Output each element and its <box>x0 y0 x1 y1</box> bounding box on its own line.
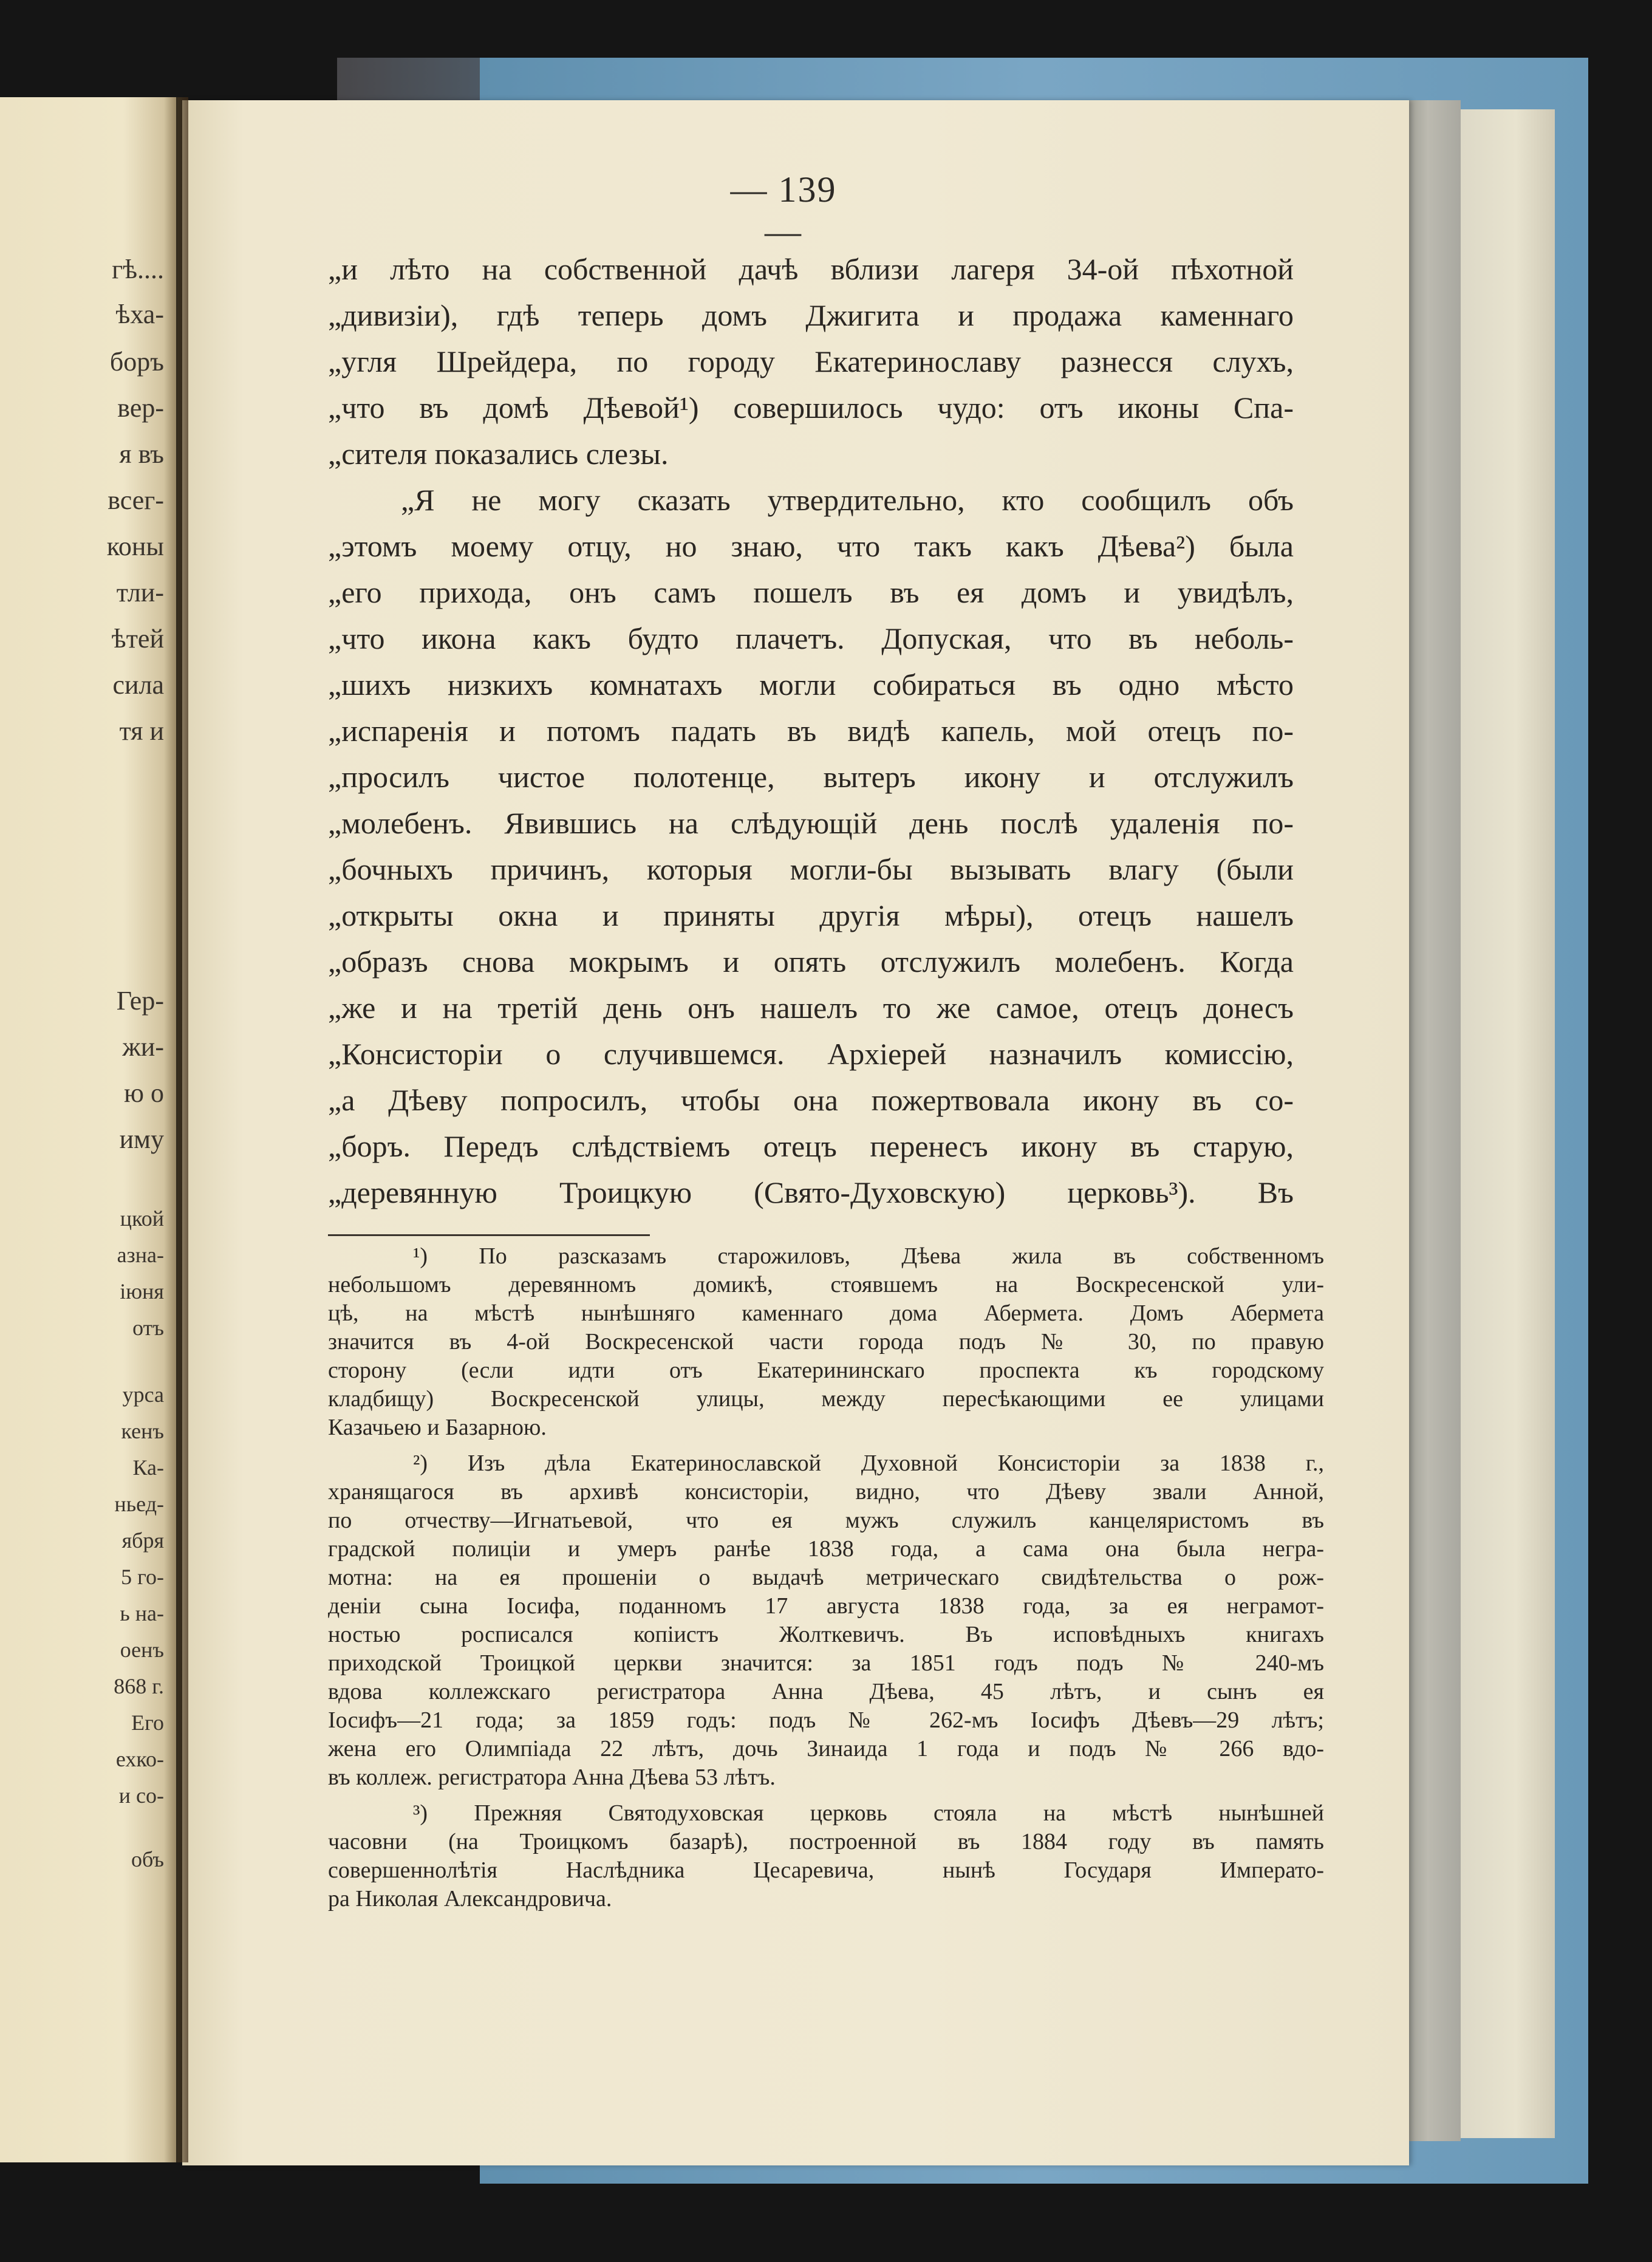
left-fragment: іюня <box>120 1279 164 1304</box>
left-fragment: урса <box>122 1382 164 1407</box>
left-fragment: коны <box>106 531 164 561</box>
body-line: „сителя показались слезы. <box>328 437 669 471</box>
left-fragment: гѣ.... <box>112 255 164 284</box>
body-line: „бочныхъ причинъ, которыя могли-бы вызывать влагу (были <box>328 852 1294 886</box>
body-line: „образъ снова мокрымъ и опять отслужилъ молебенъ. Когда <box>328 945 1294 979</box>
footnote-line: совершеннолѣтія Наслѣдника Цесаревича, нынѣ Государя Императо- <box>328 1857 1324 1883</box>
footnote-line: ³) Прежняя Святодуховская церковь стояла на мѣстѣ нынѣшней <box>413 1800 1324 1826</box>
left-fragment: Ка- <box>132 1455 164 1480</box>
body-line: „же и на третій день онъ нашелъ то же самое, отецъ донесъ <box>328 991 1294 1025</box>
left-fragment: тли- <box>116 578 164 607</box>
footnote-line: Іосифъ—21 года; за 1859 годъ: подъ № 262-мъ Іосифъ Дѣевъ—29 лѣтъ; <box>328 1707 1324 1733</box>
left-fragment: цкой <box>120 1206 164 1231</box>
left-fragment: 868 г. <box>114 1674 164 1698</box>
footnote-line: по отчеству—Игнатьевой, что ея мужъ служилъ канцеляристомъ въ <box>328 1508 1324 1533</box>
left-page <box>0 97 176 2162</box>
body-line: „что икона какъ будто плачетъ. Допуская, что въ неболь- <box>328 621 1294 655</box>
left-fragment: я въ <box>119 439 164 469</box>
footnote-line: ностью росписался копіистъ Жолткевичъ. Въ исповѣдныхъ книгахъ <box>328 1622 1324 1647</box>
left-fragment: тя и <box>119 716 164 746</box>
footnote-line: приходской Троицкой церкви значится: за 1851 годъ подъ № 240-мъ <box>328 1650 1324 1676</box>
footnote-line: мотна: на ея прошеніи о выдачѣ метрическаго свидѣтельства о рож- <box>328 1565 1324 1590</box>
body-line: „и лѣто на собственной дачѣ вблизи лагеря 34-ой пѣхотной <box>328 252 1294 286</box>
footnote-divider <box>328 1234 650 1236</box>
body-line: „Консисторіи о случившемся. Архіерей назначилъ комиссію, <box>328 1037 1294 1071</box>
left-fragment: всег- <box>108 485 164 515</box>
left-fragment: ньед- <box>114 1492 164 1516</box>
body-line: „просилъ чистое полотенце, вытеръ икону и отслужилъ <box>328 760 1294 794</box>
left-fragment: ехко- <box>115 1747 164 1771</box>
body-line: „этомъ моему отцу, но знаю, что такъ какъ Дѣева²) была <box>328 529 1294 563</box>
left-fragment: ѣтей <box>111 624 164 654</box>
book-gutter <box>164 97 188 2162</box>
left-fragment: ь на- <box>120 1601 164 1625</box>
left-fragment: боръ <box>109 347 164 377</box>
footnote-line: часовни (на Троицкомъ базарѣ), построенной въ 1884 году въ память <box>328 1829 1324 1854</box>
left-fragment: ю о <box>124 1078 164 1108</box>
left-fragment: и со- <box>118 1783 164 1808</box>
footnote-line: градской полиціи и умеръ ранѣе 1838 года, а сама она была негра- <box>328 1536 1324 1562</box>
body-line: „а Дѣеву попросилъ, чтобы она пожертвовала икону въ со- <box>328 1083 1294 1117</box>
footnote-line: ¹) По разсказамъ старожиловъ, Дѣева жила въ собственномъ <box>413 1243 1324 1269</box>
body-line: „деревянную Троицкую (Свято-Духовскую) церковь³). Въ <box>328 1175 1294 1209</box>
left-fragment: Его <box>131 1710 164 1735</box>
footnote-line: небольшомъ деревянномъ домикѣ, стоявшемъ на Воскресенской ули- <box>328 1272 1324 1297</box>
body-line: „дивизіи), гдѣ теперь домъ Джигита и продажа каменнаго <box>328 298 1294 332</box>
left-fragment: вер- <box>117 393 164 423</box>
footnote-line: кладбищу) Воскресенской улицы, между пересѣкающими ее улицами <box>328 1386 1324 1412</box>
left-fragment: Гер- <box>116 986 164 1016</box>
footnote-line: ра Николая Александровича. <box>328 1886 612 1912</box>
body-line: „его прихода, онъ самъ пошелъ въ ея домъ и увидѣлъ, <box>328 575 1294 609</box>
left-fragment: отъ <box>132 1316 164 1340</box>
body-text <box>328 246 1294 1215</box>
body-line: „молебенъ. Явившись на слѣдующій день послѣ удаленія по- <box>328 806 1294 840</box>
footnote-line: цѣ, на мѣстѣ нынѣшняго каменнаго дома Абермета. Домъ Абермета <box>328 1300 1324 1326</box>
footnote-line: Казачьею и Базарною. <box>328 1415 547 1440</box>
body-line: „что въ домѣ Дѣевой¹) совершилось чудо: отъ иконы Спа- <box>328 391 1294 425</box>
body-line: „угля Шрейдера, по городу Екатеринославу разнесся слухъ, <box>328 344 1294 378</box>
left-fragment: ября <box>121 1528 164 1553</box>
left-fragment: иму <box>119 1124 164 1154</box>
footnote-line: значится въ 4-ой Воскресенской части города подъ № 30, по правую <box>328 1329 1324 1355</box>
left-fragment: ѣха- <box>115 299 164 329</box>
footnote-line: въ коллеж. регистратора Анна Дѣева 53 лѣтъ. <box>328 1765 776 1790</box>
left-fragment: сила <box>112 670 164 700</box>
footnote-line: хранящагося въ архивѣ консисторіи, видно, что Дѣеву звали Анной, <box>328 1479 1324 1505</box>
body-line: „испаренія и потомъ падать въ видѣ капель, мой отецъ по- <box>328 714 1294 748</box>
body-line: „боръ. Передъ слѣдствіемъ отецъ перенесъ икону въ старую, <box>328 1129 1294 1163</box>
page-number: — 139 — <box>730 169 837 251</box>
left-fragment: объ <box>131 1847 164 1871</box>
footnote-line: вдова коллежскаго регистратора Анна Дѣева, 45 лѣтъ, и сынъ ея <box>328 1679 1324 1704</box>
left-fragment: азна- <box>117 1243 164 1267</box>
footnote-line: сторону (если идти отъ Екатерининскаго проспекта къ городскому <box>328 1358 1324 1383</box>
body-line: „шихъ низкихъ комнатахъ могли собираться въ одно мѣсто <box>328 668 1294 702</box>
footnote-line: ²) Изъ дѣла Екатеринославской Духовной Консисторіи за 1838 г., <box>413 1450 1324 1476</box>
left-fragment: жи- <box>122 1032 164 1062</box>
left-fragment: оенъ <box>120 1638 164 1662</box>
left-fragment: 5 го- <box>121 1565 164 1589</box>
left-fragment: кенъ <box>121 1419 164 1443</box>
body-line: „открыты окна и приняты другія мѣры), отецъ нашелъ <box>328 898 1294 932</box>
footnote-line: деніи сына Іосифа, поданномъ 17 августа 1838 года, за ея неграмот- <box>328 1593 1324 1619</box>
back-cover-edge <box>1458 109 1555 2138</box>
footnote-line: жена его Олимпіада 22 лѣтъ, дочь Зинаида 1 года и подъ № 266 вдо- <box>328 1736 1324 1761</box>
footnotes <box>328 1242 1324 1913</box>
body-line: „Я не могу сказать утвердительно, кто сообщилъ объ <box>401 483 1294 517</box>
